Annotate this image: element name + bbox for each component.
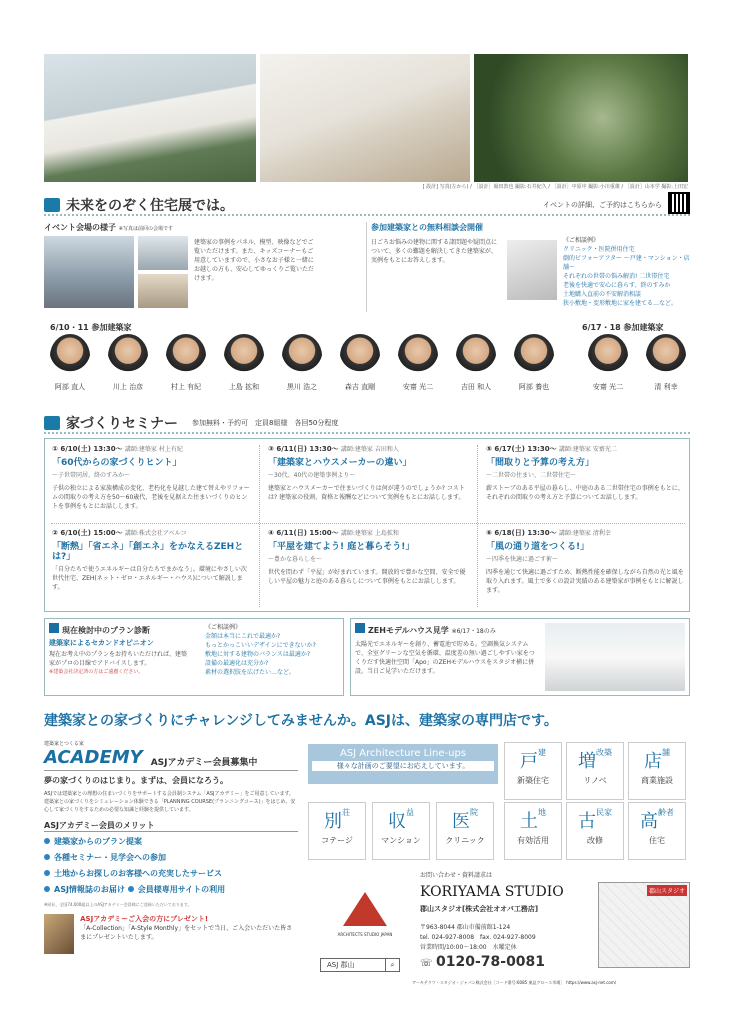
event-link[interactable]: イベントの詳細、ご予約はこちらから (543, 201, 662, 209)
academy-logo: ACADEMY (44, 747, 143, 768)
seminar-title-text: 「断熱」「省エネ」「創エネ」をかなえるZEHとは?」 (52, 542, 244, 562)
seminar-item (52, 444, 252, 511)
seminar-lecturer: 講師:建築家 清利幸 (558, 530, 611, 537)
lineup-label: コテージ (321, 836, 353, 845)
lineup-title: ASJ Architecture Line-ups (339, 748, 467, 759)
lineup-kanji: 土 (520, 811, 538, 832)
asj-logo-text: ARCHITECTS STUDIO JAPAN (337, 932, 393, 937)
qr-code-icon[interactable] (668, 192, 690, 214)
magazine-image (44, 914, 74, 954)
seminar-title-text: 「建築家とハウスメーカーの違い」 (268, 458, 412, 468)
lineup-label: 有効活用 (517, 836, 549, 845)
academy-logo-small: 建築家とつくる家 (44, 741, 84, 747)
lineup-suffix: 地 (538, 808, 546, 817)
seminar-item (52, 528, 252, 592)
seminar-subtitle: 〜子世帯同居、終のすみか〜 (52, 472, 131, 479)
seminar-meta: 参加無料・予約可 定員8組様 各回50分程度 (192, 419, 339, 427)
lineup-item (504, 742, 562, 800)
lineup-item (504, 802, 562, 860)
lineup-label: クリニック (445, 836, 485, 845)
seminar-subtitle: 〜二世帯の住まい、二世帯住宅〜 (486, 472, 577, 479)
architects-day1-label: 6/10・11 参加建築家 (50, 323, 132, 332)
plan-example-label: 《ご相談例》 (205, 624, 242, 631)
zeh-date: ※6/17・18のみ (451, 628, 496, 635)
seminar-desc: 世代を問わず「平屋」が好まれています。開放的で豊かな空間、安全で優しい平屋の魅力と庭のある暮らしについて事例をもとにお話しします。 (268, 569, 466, 585)
hours: 営業時間/10:00〜18:00 水曜定休 (420, 944, 517, 951)
freedial-icon: ☏ (420, 958, 436, 969)
search-box[interactable] (320, 958, 400, 972)
asj-logo (318, 886, 412, 956)
seminar-title-text: 「平屋を建てよう! 庭と暮らそう!」 (268, 542, 415, 552)
company-name: 郡山スタジオ[株式会社オオバ工務店] (420, 905, 539, 913)
bullet-icon (44, 838, 50, 844)
lineup-item (628, 802, 686, 860)
plan-example: 素材の選択肢を広げたい…など。 (205, 669, 296, 676)
bullet-icon (44, 870, 50, 876)
lineup-suffix: 民家 (596, 808, 612, 817)
lineup-kanji: 別 (324, 811, 342, 832)
lineup-suffix: 益 (406, 808, 414, 817)
zeh-text: 太陽光でエネルギーを創り、蓄電池で貯める。空調換気システムで、全室グリーンな空気を循環、温度差の無い過ごしやすい家をつくりだす快適住空間「Apo」のZEHモデルハウスをスタジオ横に併設。当日ご見学いただけます。 (355, 641, 535, 675)
bullet-icon (128, 886, 134, 892)
lineup-label: 商業施設 (641, 776, 673, 785)
architect-photo (166, 334, 206, 378)
architect-card (340, 334, 380, 392)
seminar-title-text: 「60代からの家づくりヒント」 (52, 458, 182, 468)
seminar-item (486, 444, 686, 502)
bullet-icon (44, 886, 50, 892)
architect-name: 村上 有紀 (170, 383, 202, 391)
lineup-suffix: 建 (538, 748, 546, 757)
seminar-desc: 四季を通じて快適に過ごすため、断熱性能を確保しながら自然の光と風を取り入れます。風土で多くの設計実績のある建築家が事例をもとに解説します。 (486, 569, 684, 594)
lineup-item (372, 802, 430, 860)
freedial-number: 0120-78-0081 (436, 954, 546, 970)
venue-title: イベント会場の様子 (44, 223, 116, 232)
architect-card (166, 334, 206, 392)
architect-card (108, 334, 148, 392)
lineup-kanji: 増 (578, 751, 596, 772)
merit-item: 建築家からのプラン提案 (54, 837, 142, 846)
seminar-title: 家づくりセミナー (66, 416, 178, 432)
plan-example: 金額は本当にこれで最適か? (205, 633, 281, 640)
seminar-desc: 子供の独立による家族構成の変化、老朽化を見越した建て替えやリフォームの間取りの考え方を50〜60歳代、老後を見据えた住まいづくりのヒントを事例をもとにお話しします。 (52, 485, 250, 510)
architect-name: 吉田 和人 (460, 383, 492, 391)
seminar-lecturer: 講師:建築家 村上有紀 (124, 446, 183, 453)
lineup-label: 新築住宅 (517, 776, 549, 785)
architect-photo (340, 334, 380, 378)
lineup-kanji: 収 (388, 811, 406, 832)
section-header (44, 196, 690, 216)
search-icon[interactable]: ⌕ (385, 959, 399, 971)
present-title: ASJアカデミーご入会の方にプレゼント! (80, 915, 209, 923)
architect-name: 川上 治彦 (112, 383, 144, 391)
seminar-date: ④ 6/11(日) 15:00〜 (268, 529, 339, 537)
lineup-item (566, 742, 624, 800)
seminar-desc: 建築家とハウスメーカーで住まいづくりは何が違うのでしょうか? コストは? 建築家の役割、資格と報酬などについて実例をもとにお話しします。 (268, 485, 465, 501)
seminar-desc: 薪ストーブのある平屋の暮らし、中庭のある二世帯住宅の事例をもとに、それぞれの間取りの考え方と予算についてお話しします。 (486, 485, 684, 501)
architect-name: 阿部 養也 (518, 383, 550, 391)
zeh-section (350, 618, 690, 696)
venue-text: 建築家の事例をパネル、模型、映像などでご覧いただけます。また、キッズコーナーもご用意していますので、小さなお子様と一緒にお越しの方も、安心してゆっくりご覧いただけます。 (194, 239, 314, 282)
house-photo-3 (474, 54, 688, 182)
consult-example: 土地購入直前の不安解消相談 (563, 291, 642, 298)
architect-photo (224, 334, 264, 378)
consult-example: 老後を快適で安心に暮らす、終のすみか (563, 282, 671, 289)
consult-example: それぞれの世帯の悩み解消! 二世帯住宅 (563, 273, 670, 280)
seminar-lecturer: 講師:建築家 吉田和人 (340, 446, 399, 453)
architect-name: 安齋 光二 (402, 383, 434, 391)
seminar-date: ① 6/10(土) 13:30〜 (52, 445, 123, 453)
seminar-date: ⑥ 6/18(日) 13:30〜 (486, 529, 557, 537)
plan-section (44, 618, 344, 696)
venue-note: ※写真は前回の会場です (118, 226, 173, 232)
studio-map (598, 882, 690, 968)
consult-title: 参加建築家との無料相談会開催 (371, 223, 483, 232)
consult-text: 日ごろお悩みの建物に関する諸問題や疑問点について、多くの難題を解決してきた建築家が、実例をもとにお答えします。 (371, 239, 498, 264)
academy-desc: ASJでは建築家との理想の住まいづくりをサポートする会員制システム「ASJアカデミー」をご用意しています。建築家との家づくりをシミュレーション体験できる「PLANNING COURSE(プランニングコース)」をはじめ、安心して家づくりをするための必要な知識と経験を提供しています。 (44, 791, 296, 813)
academy-section (44, 740, 298, 992)
architect-name: 森吉 直剛 (344, 383, 376, 391)
seminar-date: ③ 6/11(日) 13:30〜 (268, 445, 339, 453)
seminar-subtitle: 〜30代、40代の建築事例より〜 (268, 472, 356, 479)
venue-photo-2 (138, 236, 188, 270)
architect-card (224, 334, 264, 392)
asj-logo-mark (343, 892, 387, 926)
pen-icon (49, 623, 59, 633)
venue-photo-3 (138, 274, 188, 308)
architect-photo (456, 334, 496, 378)
architect-name: 清 利幸 (654, 383, 678, 391)
zeh-house-photo (545, 623, 685, 691)
lineup-label: マンション (381, 836, 421, 845)
lineup-suffix: 齢者 (658, 808, 674, 817)
consult-section (366, 222, 690, 312)
present-text: 「A-Collection」「A-Style Monthly」をセットで当日、ご入会いただいた皆さまにプレゼントいたします。 (80, 925, 293, 941)
architect-card (50, 334, 90, 392)
banner-headline: 建築家との家づくりにチャレンジしてみませんか。ASJは、建築家の専門店です。 (44, 713, 558, 729)
seminar-subtitle: 〜四季を快適に過ごす術〜 (486, 556, 559, 563)
lineup-label: 改修 (587, 836, 603, 845)
architect-photo (50, 334, 90, 378)
lineup-kanji: 高 (640, 811, 658, 832)
lineup-label: 住宅 (649, 836, 665, 845)
plan-title: 現在検討中のプラン診断 (62, 626, 150, 635)
section-title: 未来をのぞく住宅展では。 (66, 198, 234, 214)
book-icon (44, 416, 60, 430)
lineup-label: リノベ (583, 776, 607, 785)
venue-photo-1 (44, 236, 134, 308)
plan-example: 敷地に対する建物のバランスは最適か? (205, 651, 311, 658)
studio-name: KORIYAMA STUDIO (420, 884, 564, 900)
architect-name: 安齋 光二 (592, 383, 624, 391)
seminar-item (268, 444, 468, 502)
tel-fax: tel. 024-927-8008 fax. 024-927-8009 (420, 934, 536, 941)
architect-photo (282, 334, 322, 378)
seminar-desc: 「自分たちで使うエネルギーは自分たちでまかなう」。環境にやさしい次世代住宅、ZEH(ネット・ゼロ・エネルギー・ハウス)について解説します。 (52, 566, 247, 591)
architect-card (282, 334, 322, 392)
footer-text: アーキテクツ・スタジオ・ジャパン株式会社［コード番号:6085 東証グロース市場］ https://www.asj-net.com/ (412, 980, 617, 985)
plan-subtitle: 建築家によるセカンドオピニオン (49, 639, 154, 647)
architect-card (646, 334, 686, 392)
lineup-item (566, 802, 624, 860)
architect-card (588, 334, 628, 392)
contact-header: お問い合わせ・資料請求は (420, 872, 493, 879)
architect-name: 黒川 浩之 (286, 383, 318, 391)
seminar-item (486, 528, 686, 595)
lineup-suffix: 舗 (662, 748, 670, 757)
lineup-item (628, 742, 686, 800)
lineup-suffix: 改築 (596, 748, 612, 757)
seminar-date: ⑤ 6/17(土) 13:30〜 (486, 445, 557, 453)
search-text: ASJ 郡山 (327, 961, 355, 969)
architect-name: 上島 拡和 (228, 383, 260, 391)
plan-example: もっとかっこいいデザインにできないか? (205, 642, 316, 649)
merit-item: 土地からお探しのお客様への充実したサービス (54, 869, 222, 878)
architect-card (456, 334, 496, 392)
merit-item: 会員様専用サイトの利用 (137, 885, 226, 894)
seminar-subtitle: 〜豊かな暮らしを〜 (268, 556, 323, 563)
lineup-kanji: 医 (452, 811, 470, 832)
bullet-icon (44, 854, 50, 860)
consult-example: 狭小敷地・変形敷地に家を建てる…など。 (563, 300, 678, 307)
venue-section (44, 222, 360, 312)
plan-note: ※建築会社決定済の方はご遠慮ください。 (49, 669, 144, 675)
academy-title: ASJアカデミー会員募集中 (150, 758, 258, 768)
architects-row (44, 334, 690, 410)
map-label: 郡山スタジオ (647, 885, 687, 896)
merit-item: 各種セミナー・見学会への参加 (54, 853, 166, 862)
plan-example: 設備の最適化は充分か? (205, 660, 269, 667)
lineup-suffix: 院 (470, 808, 478, 817)
seminar-item (268, 528, 468, 586)
house-photo-1 (44, 54, 256, 182)
zeh-title: ZEHモデルハウス見学 (368, 626, 449, 635)
seminar-lecturer: 講師:株式会社アベルコ (124, 530, 187, 537)
lineup-item (436, 802, 494, 860)
architect-photo (588, 334, 628, 378)
seminar-title-text: 「間取りと予算の考え方」 (486, 458, 595, 468)
merit-title: ASJアカデミー会員のメリット (44, 820, 298, 832)
academy-note: ※同社、全国74,000組以上のASJアカデミー会員様にご登録いただいております。 (44, 902, 192, 907)
model-photo (507, 240, 557, 300)
architects-day2-label: 6/17・18 参加建築家 (582, 323, 664, 332)
photo-caption: [ 設計] 写真(左から) / ［設計］堀田敦也 撮影:石井紀久 / ［設計］中原中 撮影:小川重雄 / ［設計］山本学 撮影:上田宏 (422, 184, 688, 190)
house-photo-2 (260, 54, 470, 182)
architect-photo (514, 334, 554, 378)
zeh-icon (355, 623, 365, 633)
lineup-item (308, 802, 366, 860)
seminar-lecturer: 講師:建築家 上島拡和 (340, 530, 399, 537)
merit-item: ASJ情報誌のお届け (54, 885, 125, 894)
seminar-lecturer: 講師:建築家 安齋光二 (558, 446, 617, 453)
lineup-header (308, 744, 498, 784)
consult-example-label: 《ご相談例》 (563, 237, 600, 244)
academy-tagline: 夢の家づくりのはじまり。まずは、会員になろう。 (44, 776, 228, 785)
architect-photo (646, 334, 686, 378)
seminar-date: ② 6/10(土) 15:00〜 (52, 529, 123, 537)
lineup-kanji: 古 (578, 811, 596, 832)
lineup-kanji: 店 (644, 751, 662, 772)
architect-photo (398, 334, 438, 378)
architect-name: 阿部 直人 (54, 383, 86, 391)
lineup-subtitle: 様々な計画のご要望にお応えしています。 (312, 761, 494, 771)
house-icon (44, 198, 60, 212)
consult-example: クリニック・医院併用住宅 (563, 246, 635, 253)
architect-card (398, 334, 438, 392)
consult-example: 劇的ビフォーアフター 〜戸建・マンション・店舗〜 (563, 255, 690, 271)
lineup-kanji: 戸 (520, 751, 538, 772)
architect-card (514, 334, 554, 392)
plan-text: 現在お考え中のプランをお持ちいただければ、建築家がプロの目線でアドバイスします。 (49, 651, 188, 667)
seminar-title-text: 「風の通り道をつくる!」 (486, 542, 590, 552)
architect-photo (108, 334, 148, 378)
seminar-header (44, 414, 690, 434)
lineup-suffix: 荘 (342, 808, 350, 817)
address: 〒963-8044 郡山市備前館1-124 (420, 924, 511, 931)
freedial[interactable] (420, 954, 545, 970)
